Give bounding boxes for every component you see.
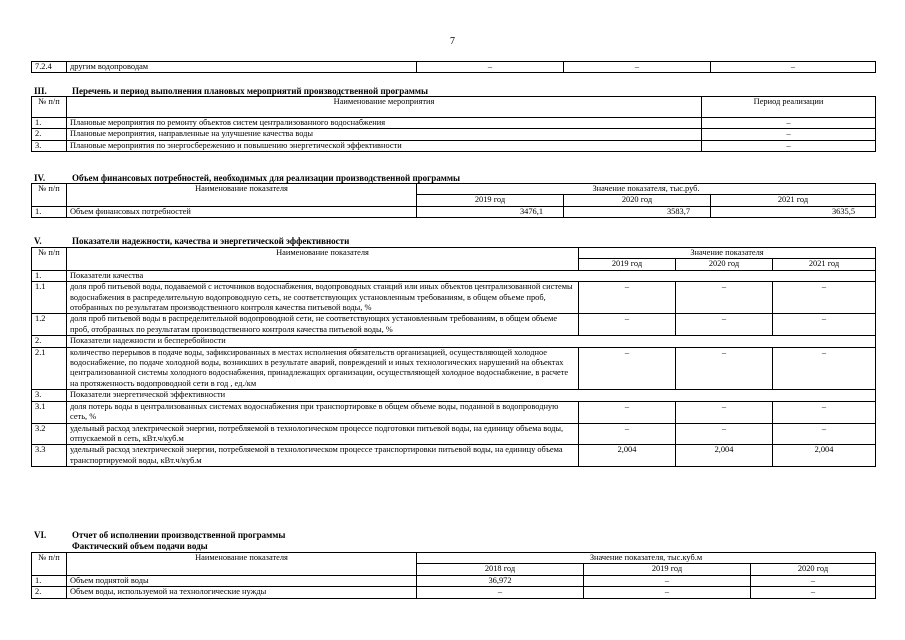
table-row	[32, 314, 876, 336]
row-number: 3.2	[32, 423, 67, 445]
row-name: Плановые мероприятия, направленные на улучшение качества воды	[67, 129, 702, 140]
section-3-table	[31, 96, 876, 152]
col-value-header: Значение показателя	[579, 248, 876, 259]
row-name: Объем воды, используемой на технологические нужды	[67, 587, 417, 598]
table-row	[32, 445, 876, 467]
row-number: 1.	[32, 206, 67, 217]
section-5-number: V.	[34, 236, 42, 246]
row-number: 2.	[32, 336, 67, 347]
value-cell: –	[676, 401, 773, 423]
value-cell: –	[676, 423, 773, 445]
value-cell: –	[676, 282, 773, 314]
row-name: Плановые мероприятия по энергосбережению и повышению энергетической эффективности	[67, 140, 702, 151]
value-cell: –	[584, 575, 751, 586]
year-header: 2021 год	[773, 259, 876, 270]
row-period: –	[702, 129, 876, 140]
value-cell: 36,972	[417, 575, 584, 586]
row-number: 2.1	[32, 347, 67, 390]
year-header: 2019 год	[579, 259, 676, 270]
section-3-title: Перечень и период выполнения плановых мероприятий производственной программы	[72, 86, 429, 96]
col-name-header: Наименование показателя	[67, 184, 417, 207]
value-cell: –	[773, 401, 876, 423]
value-cell: –	[773, 423, 876, 445]
year-header: 2020 год	[676, 259, 773, 270]
value-cell: –	[751, 575, 876, 586]
table-row	[32, 129, 876, 140]
year-header: 2018 год	[417, 564, 584, 575]
row-name: удельный расход электрической энергии, потребляемой в технологическом процессе подготовки питьевой воды, на единицу объема воды, отпускаемой в сеть, кВт.ч/куб.м	[67, 423, 579, 445]
group-row	[32, 336, 876, 347]
value-cell: –	[773, 314, 876, 336]
header-row	[32, 553, 876, 564]
col-name-header: Наименование показателя	[67, 248, 579, 271]
value-cell: 2,004	[579, 445, 676, 467]
value-cell: –	[417, 62, 564, 73]
section-6-title: Отчет об исполнении производственной программы	[72, 530, 286, 540]
table-row	[32, 347, 876, 390]
value-cell: –	[711, 62, 876, 73]
value-cell: –	[751, 587, 876, 598]
year-header: 2019 год	[584, 564, 751, 575]
section-5-table	[31, 247, 876, 467]
group-row	[32, 270, 876, 281]
row-number: 3.1	[32, 401, 67, 423]
value-cell: –	[676, 347, 773, 390]
value-cell: –	[579, 314, 676, 336]
row-number: 2.	[32, 587, 67, 598]
group-name: Показатели качества	[67, 270, 876, 281]
year-header: 2019 год	[417, 195, 564, 206]
section-6-table	[31, 552, 876, 599]
value-cell: 3635,5	[711, 206, 876, 217]
row-name: количество перерывов в подаче воды, зафиксированных в местах исполнения обязательств организацией, осуществляющей холодное водоснабжение, по подаче холодной воды, возникших в результате аварий, повреждений и иных технологических нарушений на объектах централизованной системы холодного водоснабжения, принадлежащих организации, осуществляющей холодное водоснабжение, в расчете на протяженность водопроводной сети в год , ед./км	[67, 347, 579, 390]
section-6-subtitle: Фактический объем подачи воды	[72, 541, 208, 551]
row-number: 1.	[32, 270, 67, 281]
row-name: Объем поднятой воды	[67, 575, 417, 586]
table-row	[32, 282, 876, 314]
section-4-number: IV.	[34, 173, 46, 183]
col-name-header: Наименование показателя	[67, 553, 417, 576]
value-cell: –	[417, 587, 584, 598]
page-number: 7	[450, 36, 455, 47]
row-name: доля проб питьевой воды в распределительной водопроводной сети, не соответствующих установленным требованиям, в общем объеме проб, отобранных по результатам производственного контроля качества питьевой воды, %	[67, 314, 579, 336]
row-number: 2.	[32, 129, 67, 140]
value-cell: 3476,1	[417, 206, 564, 217]
row-name: доля потерь воды в централизованных системах водоснабжения при транспортировке в общем объеме воды, поданной в водопроводную сеть, %	[67, 401, 579, 423]
row-number: 1.1	[32, 282, 67, 314]
group-name: Показатели энергетической эффективности	[67, 390, 876, 401]
col-name-header: Наименование мероприятия	[67, 97, 702, 118]
table-row	[32, 140, 876, 151]
col-value-header: Значение показателя, тыс.руб.	[417, 184, 876, 195]
value-cell: –	[773, 282, 876, 314]
table-row	[32, 62, 876, 73]
header-row	[32, 97, 876, 118]
year-header: 2021 год	[711, 195, 876, 206]
value-cell: –	[584, 587, 751, 598]
col-period-header: Период реализации	[702, 97, 876, 118]
year-header: 2020 год	[751, 564, 876, 575]
col-num-header: № п/п	[32, 97, 67, 118]
row-number: 1.	[32, 118, 67, 129]
table-row	[32, 118, 876, 129]
table-row	[32, 587, 876, 598]
row-name: удельный расход электрической энергии, потребляемой в технологическом процессе транспортировки питьевой воды, на единицу объема транспортируемой воды, кВт.ч/куб.м	[67, 445, 579, 467]
value-cell: –	[564, 62, 711, 73]
section-3-number: III.	[34, 86, 47, 96]
value-cell: 3583,7	[564, 206, 711, 217]
row-number: 3.	[32, 390, 67, 401]
section-4-table	[31, 183, 876, 218]
col-num-header: № п/п	[32, 184, 67, 207]
value-cell: –	[579, 282, 676, 314]
row-name: Плановые мероприятия по ремонту объектов систем централизованного водоснабжения	[67, 118, 702, 129]
col-num-header: № п/п	[32, 553, 67, 576]
section-5-title: Показатели надежности, качества и энергетической эффективности	[72, 236, 350, 246]
value-cell: –	[676, 314, 773, 336]
row-number: 3.3	[32, 445, 67, 467]
row-number: 1.	[32, 575, 67, 586]
value-cell: 2,004	[773, 445, 876, 467]
row-period: –	[702, 140, 876, 151]
value-cell: –	[579, 401, 676, 423]
table-row	[32, 423, 876, 445]
row-number: 1.2	[32, 314, 67, 336]
group-name: Показатели надежности и бесперебойности	[67, 336, 876, 347]
value-cell: 2,004	[676, 445, 773, 467]
header-row	[32, 248, 876, 259]
section-4-title: Объем финансовых потребностей, необходимых для реализации производственной программы	[72, 173, 461, 183]
year-header: 2020 год	[564, 195, 711, 206]
row-number: 3.	[32, 140, 67, 151]
group-row	[32, 390, 876, 401]
top-table	[31, 61, 876, 73]
row-name: Объем финансовых потребностей	[67, 206, 417, 217]
row-name: доля проб питьевой воды, подаваемой с источников водоснабжения, водопроводных станций или иных объектов централизованной системы водоснабжения в распределительную водопроводную сеть, не соответствующих установленным требованиям, в общем объеме проб, отобранных по результатам производственного контроля качества питьевой воды, %	[67, 282, 579, 314]
row-name: другим водопроводам	[67, 62, 417, 73]
header-row	[32, 184, 876, 195]
col-value-header: Значение показателя, тыс.куб.м	[417, 553, 876, 564]
row-number: 7.2.4	[32, 62, 67, 73]
value-cell: –	[579, 347, 676, 390]
col-num-header: № п/п	[32, 248, 67, 271]
section-6-number: VI.	[34, 530, 47, 540]
table-row	[32, 575, 876, 586]
row-period: –	[702, 118, 876, 129]
value-cell: –	[773, 347, 876, 390]
table-row	[32, 206, 876, 217]
value-cell: –	[579, 423, 676, 445]
table-row	[32, 401, 876, 423]
